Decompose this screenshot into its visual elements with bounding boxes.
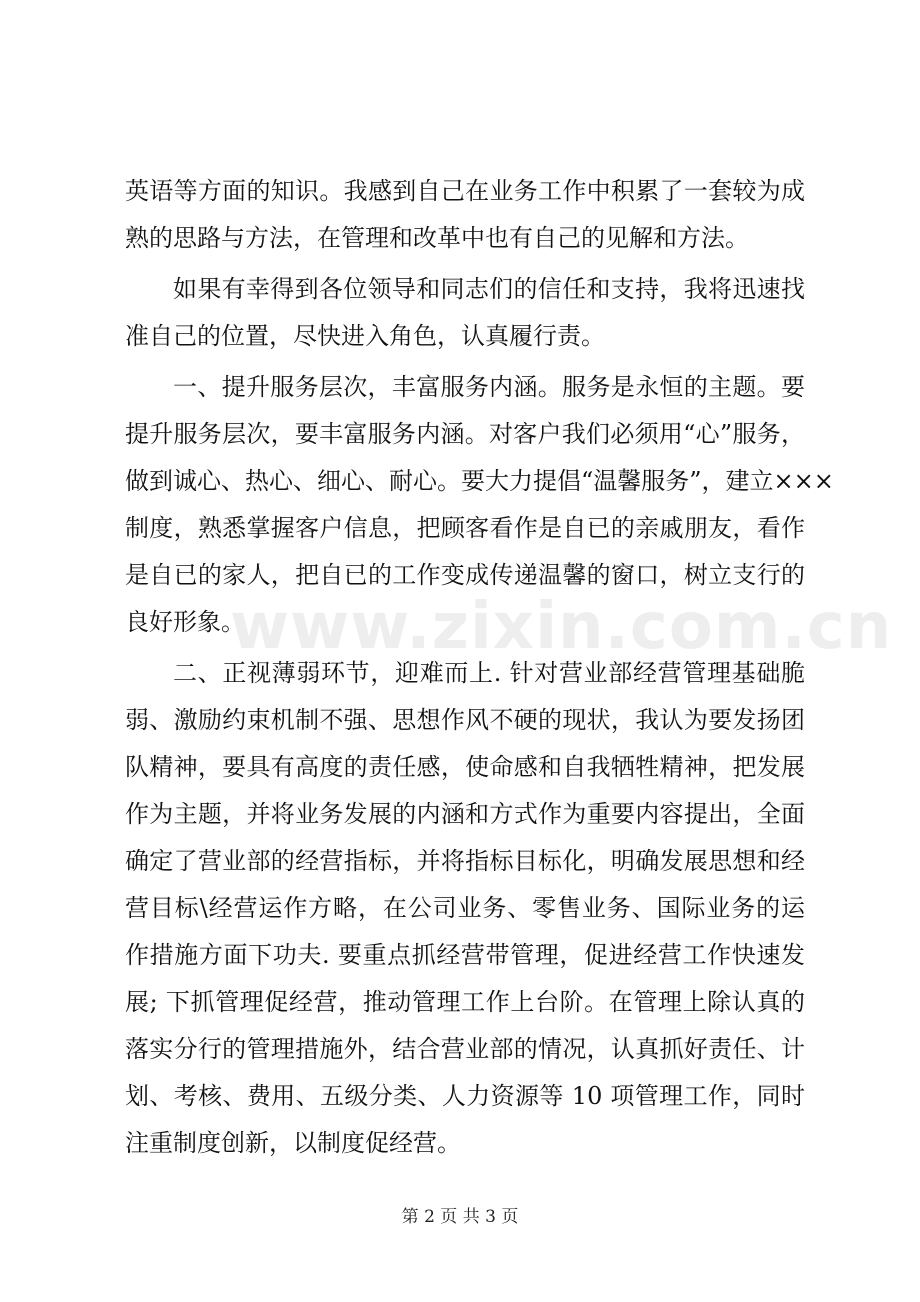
text-line: 英语等方面的知识。我感到自己在业务工作中积累了一套较为成 [125,177,805,205]
paragraph [125,266,805,360]
page-number-footer: 第 2 页 共 3 页 [401,1207,519,1227]
text-line: 制度，熟悉掌握客户信息，把顾客看作是自已的亲戚朋友，看作 [125,514,805,542]
text-line: 如果有幸得到各位领导和同志们的信任和支持，我将迅速找 [173,275,805,303]
document-body [125,168,834,1167]
text-line: 提升服务层次，要丰富服务内涵。对客户我们必须用“心”服务， [125,420,805,448]
text-line: 一、提升服务层次，丰富服务内涵。服务是永恒的主题。要 [173,373,805,401]
paragraph [125,364,834,646]
paragraph [125,168,805,262]
text-line: 确定了营业部的经营指标，并将指标目标化，明确发展思想和经 [125,847,805,875]
text-line: 作为主题，并将业务发展的内涵和方式作为重要内容提出，全面 [125,800,805,828]
watermark: www.zixin.com.cn [230,590,893,664]
text-line: 划、考核、费用、五级分类、人力资源等 10 项管理工作，同时 [125,1082,805,1110]
text-line: 熟的思路与方法，在管理和改革中也有自己的见解和方法。 [125,224,749,252]
text-line: 二、正视薄弱环节，迎难而上. 针对营业部经营管理基础脆 [173,659,805,687]
text-line: 注重制度创新，以制度促经营。 [125,1129,461,1157]
text-line: 良好形象。 [125,608,245,636]
paragraph [125,650,805,1167]
text-line: 作措施方面下功夫. 要重点抓经营带管理，促进经营工作快速发 [125,941,805,969]
text-line: 营目标\经营运作方略，在公司业务、零售业务、国际业务的运 [125,894,805,922]
text-line: 展; 下抓管理促经营，推动管理工作上台阶。在管理上除认真的 [125,988,805,1016]
text-line: 落实分行的管理措施外，结合营业部的情况，认真抓好责任、计 [125,1035,805,1063]
text-line: 是自已的家人，把自已的工作变成传递温馨的窗口，树立支行的 [125,561,805,589]
text-line: 做到诚心、热心、细心、耐心。要大力提倡“温馨服务”，建立××× [125,467,834,495]
text-line: 队精神，要具有高度的责任感，使命感和自我牺牲精神，把发展 [125,753,805,781]
text-line: 准自己的位置，尽快进入角色，认真履行责。 [125,322,605,350]
text-line: 弱、激励约束机制不强、思想作风不硬的现状，我认为要发扬团 [125,706,805,734]
